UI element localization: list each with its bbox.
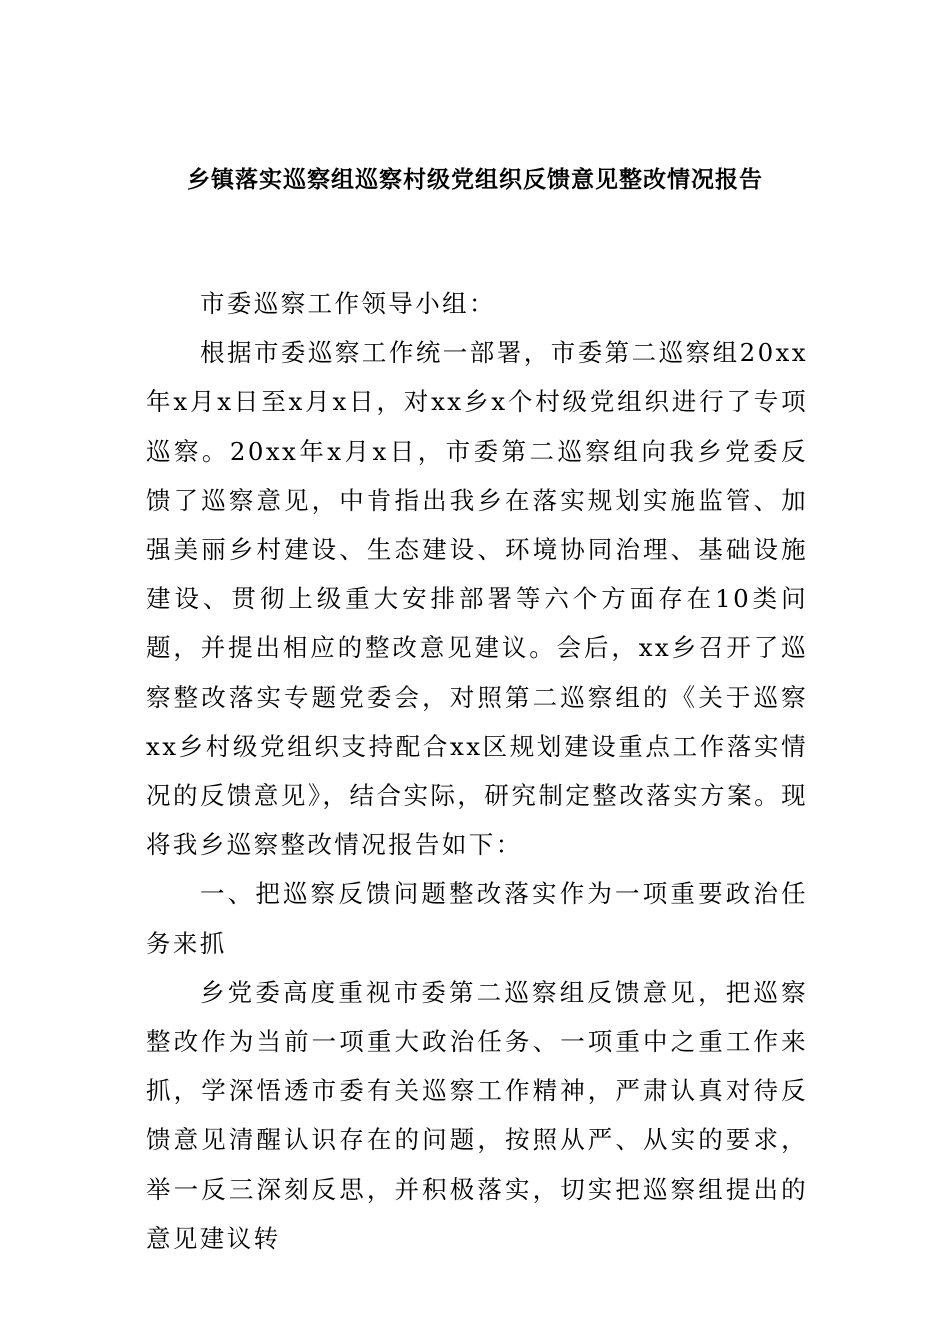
document-body [146,279,808,1263]
section-heading-1: 一、把巡察反馈问题整改落实作为一项重要政治任务来抓 [146,879,808,958]
section-1-paragraph: 乡党委高度重视市委第二巡察组反馈意见，把巡察整改作为当前一项重大政治任务、一项重中之重工作来抓，学深悟透市委有关巡察工作精神，严肃认真对待反馈意见清醒认识存在的问题，按照从严、从实的要求，举一反三深刻反思，并积极落实，切实把巡察组提出的意见建议转 [146,977,808,1253]
intro-paragraph: 根据市委巡察工作统一部署，市委第二巡察组20xx年x月x日至x月x日，对xx乡x个村级党组织进行了专项巡察。20xx年x月x日，市委第二巡察组向我乡党委反馈了巡察意见，中肯指出我乡在落实规划实施监管、加强美丽乡村建设、生态建设、环境协同治理、基础设施建设、贯彻上级重大安排部署等六个方面存在10类问题，并提出相应的整改意见建议。会后，xx乡召开了巡察整改落实专题党委会，对照第二巡察组的《关于巡察xx乡村级党组织支持配合xx区规划建设重点工作落实情况的反馈意见》，结合实际，研究制定整改落实方案。现将我乡巡察整改情况报告如下： [146,338,808,860]
salutation-paragraph: 市委巡察工作领导小组： [200,289,496,318]
document-title: 乡镇落实巡察组巡察村级党组织反馈意见整改情况报告 [187,166,763,193]
